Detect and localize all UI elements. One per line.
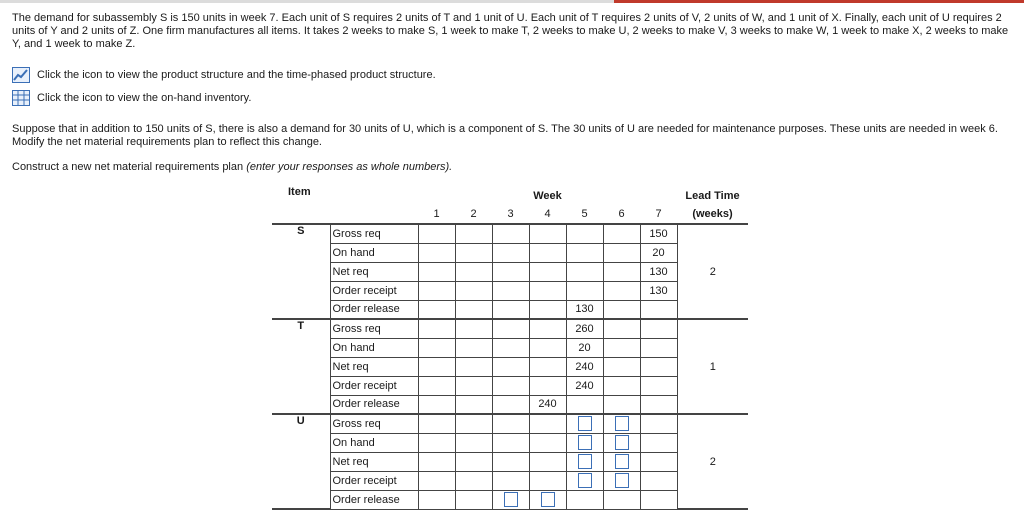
cell-week-5	[566, 262, 603, 281]
week-number-4: 4	[544, 208, 551, 220]
row-label: Net req	[330, 262, 418, 281]
cell-week-1	[418, 452, 455, 471]
cell-week-6	[603, 338, 640, 357]
cell-week-7	[640, 376, 677, 395]
cell-week-3	[492, 281, 529, 300]
problem-statement: The demand for subassembly S is 150 units in week 7. Each unit of S requires 2 units of T and 1 unit of U. Each unit of T requires 2 units of V, 2 units of W, and 1 unit of X. Finally, each unit of U requires 2 units of Y and 2 units of Z. One firm manufactures all items. It takes 2 weeks to make S, 1 week to make T, 2 weeks to make U, 2 weeks to make V, 3 weeks to make W, 1 week to make X, 2 weeks to make Y, and 1 week to make Z.	[12, 12, 1009, 50]
row-label: On hand	[330, 433, 418, 452]
lead-time-t: 1	[677, 319, 748, 414]
cell-week-4	[529, 357, 566, 376]
cell-week-5	[566, 243, 603, 262]
answer-input[interactable]	[615, 454, 629, 469]
mrp-row	[272, 490, 748, 509]
item-name-s: S	[272, 224, 330, 319]
cell-week-1	[418, 262, 455, 281]
cell-week-3	[492, 452, 529, 471]
mrp-row	[272, 433, 748, 452]
cell-week-6	[603, 490, 640, 509]
answer-input[interactable]	[578, 454, 592, 469]
mrp-row	[272, 471, 748, 490]
lead-time-header: Lead Time	[685, 189, 740, 202]
week-number-7: 7	[655, 208, 662, 220]
mrp-row	[272, 414, 748, 433]
cell-week-7	[640, 338, 677, 357]
cell-week-4	[529, 300, 566, 319]
inventory-link-row[interactable]	[12, 89, 251, 107]
cell-week-2	[455, 471, 492, 490]
week-number-3: 3	[507, 208, 514, 220]
cell-week-2	[455, 319, 492, 338]
instruction-main: Construct a new net material requirements plan	[12, 161, 244, 173]
row-label: Order receipt	[330, 376, 418, 395]
cell-week-6[interactable]	[603, 452, 640, 471]
cell-week-2	[455, 414, 492, 433]
mrp-row	[272, 395, 748, 414]
cell-week-7: 20	[640, 243, 677, 262]
cell-week-5	[566, 395, 603, 414]
cell-week-5[interactable]	[566, 433, 603, 452]
cell-week-1	[418, 224, 455, 243]
item-name-u: U	[272, 414, 330, 509]
cell-week-1	[418, 300, 455, 319]
cell-week-4	[529, 243, 566, 262]
cell-week-6	[603, 262, 640, 281]
mrp-row	[272, 338, 748, 357]
cell-week-7: 150	[640, 224, 677, 243]
cell-week-3[interactable]	[492, 490, 529, 509]
answer-input[interactable]	[504, 492, 518, 507]
cell-week-2	[455, 357, 492, 376]
cell-week-2	[455, 452, 492, 471]
answer-input[interactable]	[578, 435, 592, 450]
mrp-row	[272, 281, 748, 300]
mrp-row	[272, 319, 748, 338]
cell-week-2	[455, 300, 492, 319]
chart-icon[interactable]	[12, 67, 30, 83]
cell-week-3	[492, 433, 529, 452]
cell-week-7	[640, 452, 677, 471]
mrp-table	[272, 186, 748, 510]
answer-input[interactable]	[615, 435, 629, 450]
cell-week-6[interactable]	[603, 414, 640, 433]
cell-week-6	[603, 376, 640, 395]
cell-week-6	[603, 357, 640, 376]
scenario-text: Suppose that in addition to 150 units of S, there is also a demand for 30 units of U, which is a component of S. The 30 units of U are needed for maintenance purposes. These units are needed in week 6. Modify the net material requirements plan to reflect this change.	[12, 123, 998, 148]
cell-week-2	[455, 376, 492, 395]
mrp-row	[272, 452, 748, 471]
cell-week-1	[418, 433, 455, 452]
answer-input[interactable]	[615, 416, 629, 431]
cell-week-4	[529, 433, 566, 452]
cell-week-1	[418, 319, 455, 338]
row-label: Net req	[330, 357, 418, 376]
table-icon[interactable]	[12, 90, 30, 106]
answer-input[interactable]	[541, 492, 555, 507]
cell-week-7	[640, 395, 677, 414]
cell-week-6	[603, 395, 640, 414]
cell-week-2	[455, 490, 492, 509]
cell-week-6[interactable]	[603, 433, 640, 452]
answer-input[interactable]	[615, 473, 629, 488]
cell-week-1	[418, 471, 455, 490]
answer-input[interactable]	[578, 473, 592, 488]
cell-week-4	[529, 471, 566, 490]
cell-week-1	[418, 490, 455, 509]
instruction-text	[12, 161, 1012, 174]
cell-week-7: 130	[640, 281, 677, 300]
cell-week-3	[492, 300, 529, 319]
cell-week-5	[566, 224, 603, 243]
cell-week-3	[492, 357, 529, 376]
cell-week-5[interactable]	[566, 452, 603, 471]
row-label: Order release	[330, 490, 418, 509]
cell-week-3	[492, 395, 529, 414]
cell-week-5	[566, 490, 603, 509]
row-label: Order release	[330, 395, 418, 414]
cell-week-3	[492, 414, 529, 433]
mrp-row	[272, 224, 748, 243]
lead-time-s: 2	[677, 224, 748, 319]
cell-week-5[interactable]	[566, 414, 603, 433]
row-label: Gross req	[330, 224, 418, 243]
row-label: Net req	[330, 452, 418, 471]
cell-week-4[interactable]	[529, 490, 566, 509]
mrp-row	[272, 262, 748, 281]
structure-link-text: Click the icon to view the product structure and the time-phased product structure.	[37, 69, 436, 81]
cell-week-7	[640, 490, 677, 509]
cell-week-4	[529, 262, 566, 281]
cell-week-5: 240	[566, 376, 603, 395]
cell-week-1	[418, 281, 455, 300]
cell-week-5: 130	[566, 300, 603, 319]
cell-week-3	[492, 319, 529, 338]
cell-week-1	[418, 414, 455, 433]
cell-week-4	[529, 414, 566, 433]
cell-week-3	[492, 243, 529, 262]
mrp-row	[272, 376, 748, 395]
item-name-t: T	[272, 319, 330, 414]
answer-input[interactable]	[578, 416, 592, 431]
cell-week-4	[529, 452, 566, 471]
cell-week-7	[640, 357, 677, 376]
cell-week-7	[640, 433, 677, 452]
item-header: Item	[288, 186, 311, 198]
cell-week-3	[492, 262, 529, 281]
top-accent-bar	[0, 0, 1024, 3]
cell-week-4	[529, 281, 566, 300]
row-label: Order release	[330, 300, 418, 319]
cell-week-3	[492, 224, 529, 243]
cell-week-7: 130	[640, 262, 677, 281]
week-number-2: 2	[470, 208, 477, 220]
cell-week-4	[529, 224, 566, 243]
cell-week-7	[640, 414, 677, 433]
lead-time-unit: (weeks)	[692, 208, 733, 220]
cell-week-4	[529, 319, 566, 338]
cell-week-6[interactable]	[603, 471, 640, 490]
cell-week-5: 240	[566, 357, 603, 376]
cell-week-2	[455, 224, 492, 243]
row-label: Gross req	[330, 414, 418, 433]
cell-week-5: 260	[566, 319, 603, 338]
mrp-row	[272, 300, 748, 319]
week-header: Week	[533, 189, 562, 202]
cell-week-1	[418, 243, 455, 262]
cell-week-3	[492, 338, 529, 357]
cell-week-3	[492, 471, 529, 490]
cell-week-1	[418, 395, 455, 414]
cell-week-4: 240	[529, 395, 566, 414]
cell-week-6	[603, 243, 640, 262]
cell-week-2	[455, 395, 492, 414]
week-number-5: 5	[581, 208, 588, 220]
mrp-row	[272, 243, 748, 262]
lead-time-u: 2	[677, 414, 748, 509]
cell-week-6	[603, 281, 640, 300]
cell-week-1	[418, 338, 455, 357]
cell-week-5: 20	[566, 338, 603, 357]
instruction-hint: (enter your responses as whole numbers).	[246, 161, 453, 173]
week-number-1: 1	[433, 208, 440, 220]
cell-week-7	[640, 471, 677, 490]
row-label: Order receipt	[330, 471, 418, 490]
row-label: On hand	[330, 243, 418, 262]
cell-week-5[interactable]	[566, 471, 603, 490]
structure-link-row[interactable]	[12, 66, 436, 84]
cell-week-6	[603, 300, 640, 319]
cell-week-4	[529, 376, 566, 395]
cell-week-7	[640, 300, 677, 319]
row-label: Order receipt	[330, 281, 418, 300]
cell-week-1	[418, 376, 455, 395]
row-label: On hand	[330, 338, 418, 357]
cell-week-7	[640, 319, 677, 338]
cell-week-2	[455, 338, 492, 357]
cell-week-3	[492, 376, 529, 395]
cell-week-2	[455, 281, 492, 300]
inventory-link-text: Click the icon to view the on-hand inventory.	[37, 92, 252, 104]
cell-week-2	[455, 433, 492, 452]
cell-week-4	[529, 338, 566, 357]
mrp-row	[272, 357, 748, 376]
cell-week-6	[603, 224, 640, 243]
cell-week-2	[455, 262, 492, 281]
week-number-6: 6	[618, 208, 625, 220]
row-label: Gross req	[330, 319, 418, 338]
cell-week-6	[603, 319, 640, 338]
cell-week-5	[566, 281, 603, 300]
cell-week-2	[455, 243, 492, 262]
cell-week-1	[418, 357, 455, 376]
